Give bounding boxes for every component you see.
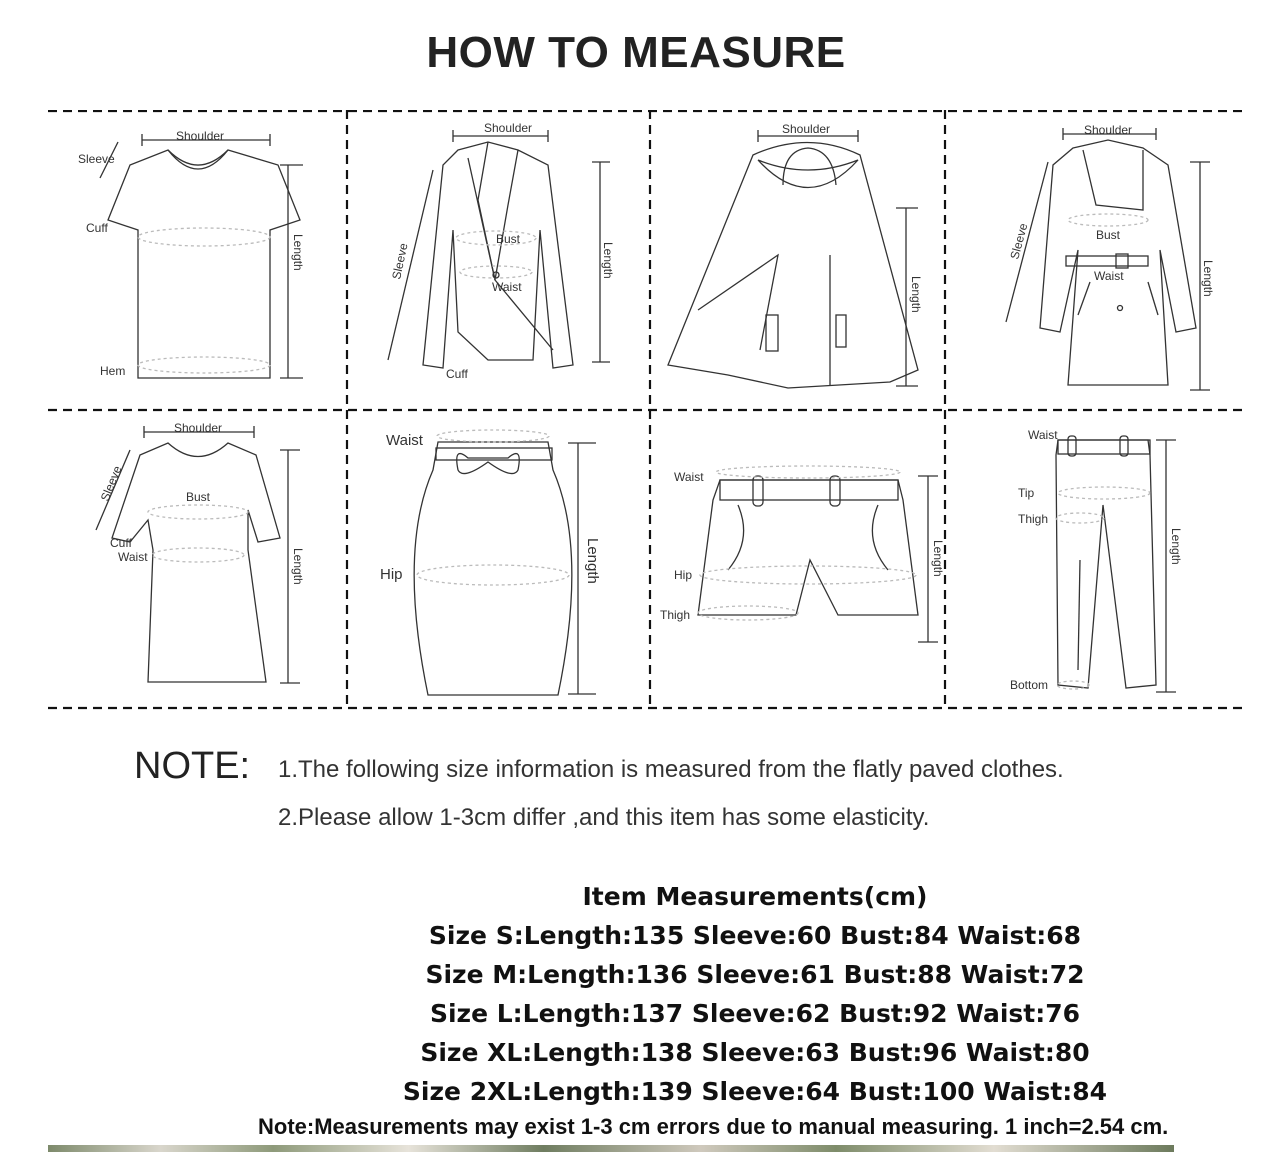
blazer-cuff-label: Cuff bbox=[446, 367, 468, 381]
pants-bottom-label: Bottom bbox=[1010, 678, 1049, 692]
dress-shoulder-label: Shoulder bbox=[174, 421, 223, 435]
page-title: HOW TO MEASURE bbox=[426, 28, 846, 77]
dress-length-label: Length bbox=[291, 548, 305, 585]
coat-diagram bbox=[1006, 128, 1210, 390]
pants-thigh-label: Thigh bbox=[1018, 512, 1049, 526]
cape-shoulder-label: Shoulder bbox=[782, 122, 831, 136]
pants-waist-label: Waist bbox=[1028, 428, 1058, 442]
dress-waist-label: Waist bbox=[118, 550, 148, 564]
note-heading: NOTE: bbox=[134, 745, 251, 787]
measurement-footnote: Note:Measurements may exist 1-3 cm errors due to manual measuring. 1 inch=2.54 cm. bbox=[258, 1114, 1169, 1139]
dress-sleeve-label: Sleeve bbox=[97, 463, 125, 504]
shorts-diagram bbox=[698, 466, 938, 642]
shorts-length-label: Length bbox=[931, 540, 945, 577]
cape-length-label: Length bbox=[909, 276, 923, 313]
shorts-hip-label: Hip bbox=[674, 568, 693, 582]
skirt-hip-label: Hip bbox=[380, 566, 403, 583]
shorts-thigh-label: Thigh bbox=[660, 608, 691, 622]
blazer-sleeve-label: Sleeve bbox=[389, 241, 411, 281]
tshirt-sleeve-label: Sleeve bbox=[78, 152, 115, 166]
blazer-diagram bbox=[388, 130, 610, 368]
note-line-2: 2.Please allow 1-3cm differ ,and this item has some elasticity. bbox=[278, 804, 930, 831]
measure-diagram-grid bbox=[48, 110, 1248, 710]
measurements-heading: Item Measurements(cm) bbox=[582, 882, 928, 911]
coat-shoulder-label: Shoulder bbox=[1084, 123, 1133, 137]
note-line-1: 1.The following size information is measured from the flatly paved clothes. bbox=[278, 756, 1064, 783]
tshirt-shoulder-label: Shoulder bbox=[176, 129, 225, 143]
blazer-length-label: Length bbox=[601, 242, 615, 279]
tshirt-hem-label: Hem bbox=[100, 364, 126, 378]
coat-bust-label: Bust bbox=[1096, 228, 1121, 242]
dress-cuff-label: Cuff bbox=[110, 536, 132, 550]
coat-length-label: Length bbox=[1201, 260, 1215, 297]
size-row-l: Size L:Length:137 Sleeve:62 Bust:92 Waist:76 bbox=[429, 999, 1081, 1028]
shorts-waist-label: Waist bbox=[674, 470, 704, 484]
tshirt-cuff-label: Cuff bbox=[86, 221, 108, 235]
blazer-bust-label: Bust bbox=[496, 232, 521, 246]
coat-waist-label: Waist bbox=[1094, 269, 1124, 283]
size-row-m: Size M:Length:136 Sleeve:61 Bust:88 Waist:72 bbox=[425, 960, 1085, 989]
skirt-diagram bbox=[414, 430, 596, 695]
size-row-s: Size S:Length:135 Sleeve:60 Bust:84 Waist:68 bbox=[428, 921, 1082, 950]
grid-dividers bbox=[48, 110, 1248, 708]
product-photo-strip bbox=[48, 1145, 1174, 1152]
skirt-waist-label: Waist bbox=[386, 432, 423, 449]
tshirt-length-label: Length bbox=[291, 234, 305, 271]
blazer-shoulder-label: Shoulder bbox=[484, 121, 533, 135]
pants-tip-label: Tip bbox=[1018, 486, 1035, 500]
skirt-length-label: Length bbox=[584, 538, 601, 584]
pants-diagram bbox=[1056, 436, 1176, 692]
dress-bust-label: Bust bbox=[186, 490, 211, 504]
blazer-waist-label: Waist bbox=[492, 280, 522, 294]
size-row-xl: Size XL:Length:138 Sleeve:63 Bust:96 Waist:80 bbox=[420, 1038, 1090, 1067]
tshirt-diagram bbox=[100, 134, 303, 378]
measure-diagrams bbox=[48, 110, 1248, 710]
pants-length-label: Length bbox=[1169, 528, 1183, 565]
coat-sleeve-label: Sleeve bbox=[1007, 221, 1031, 261]
cape-diagram bbox=[668, 130, 918, 388]
size-row-2xl: Size 2XL:Length:139 Sleeve:64 Bust:100 Waist:84 bbox=[402, 1077, 1108, 1106]
